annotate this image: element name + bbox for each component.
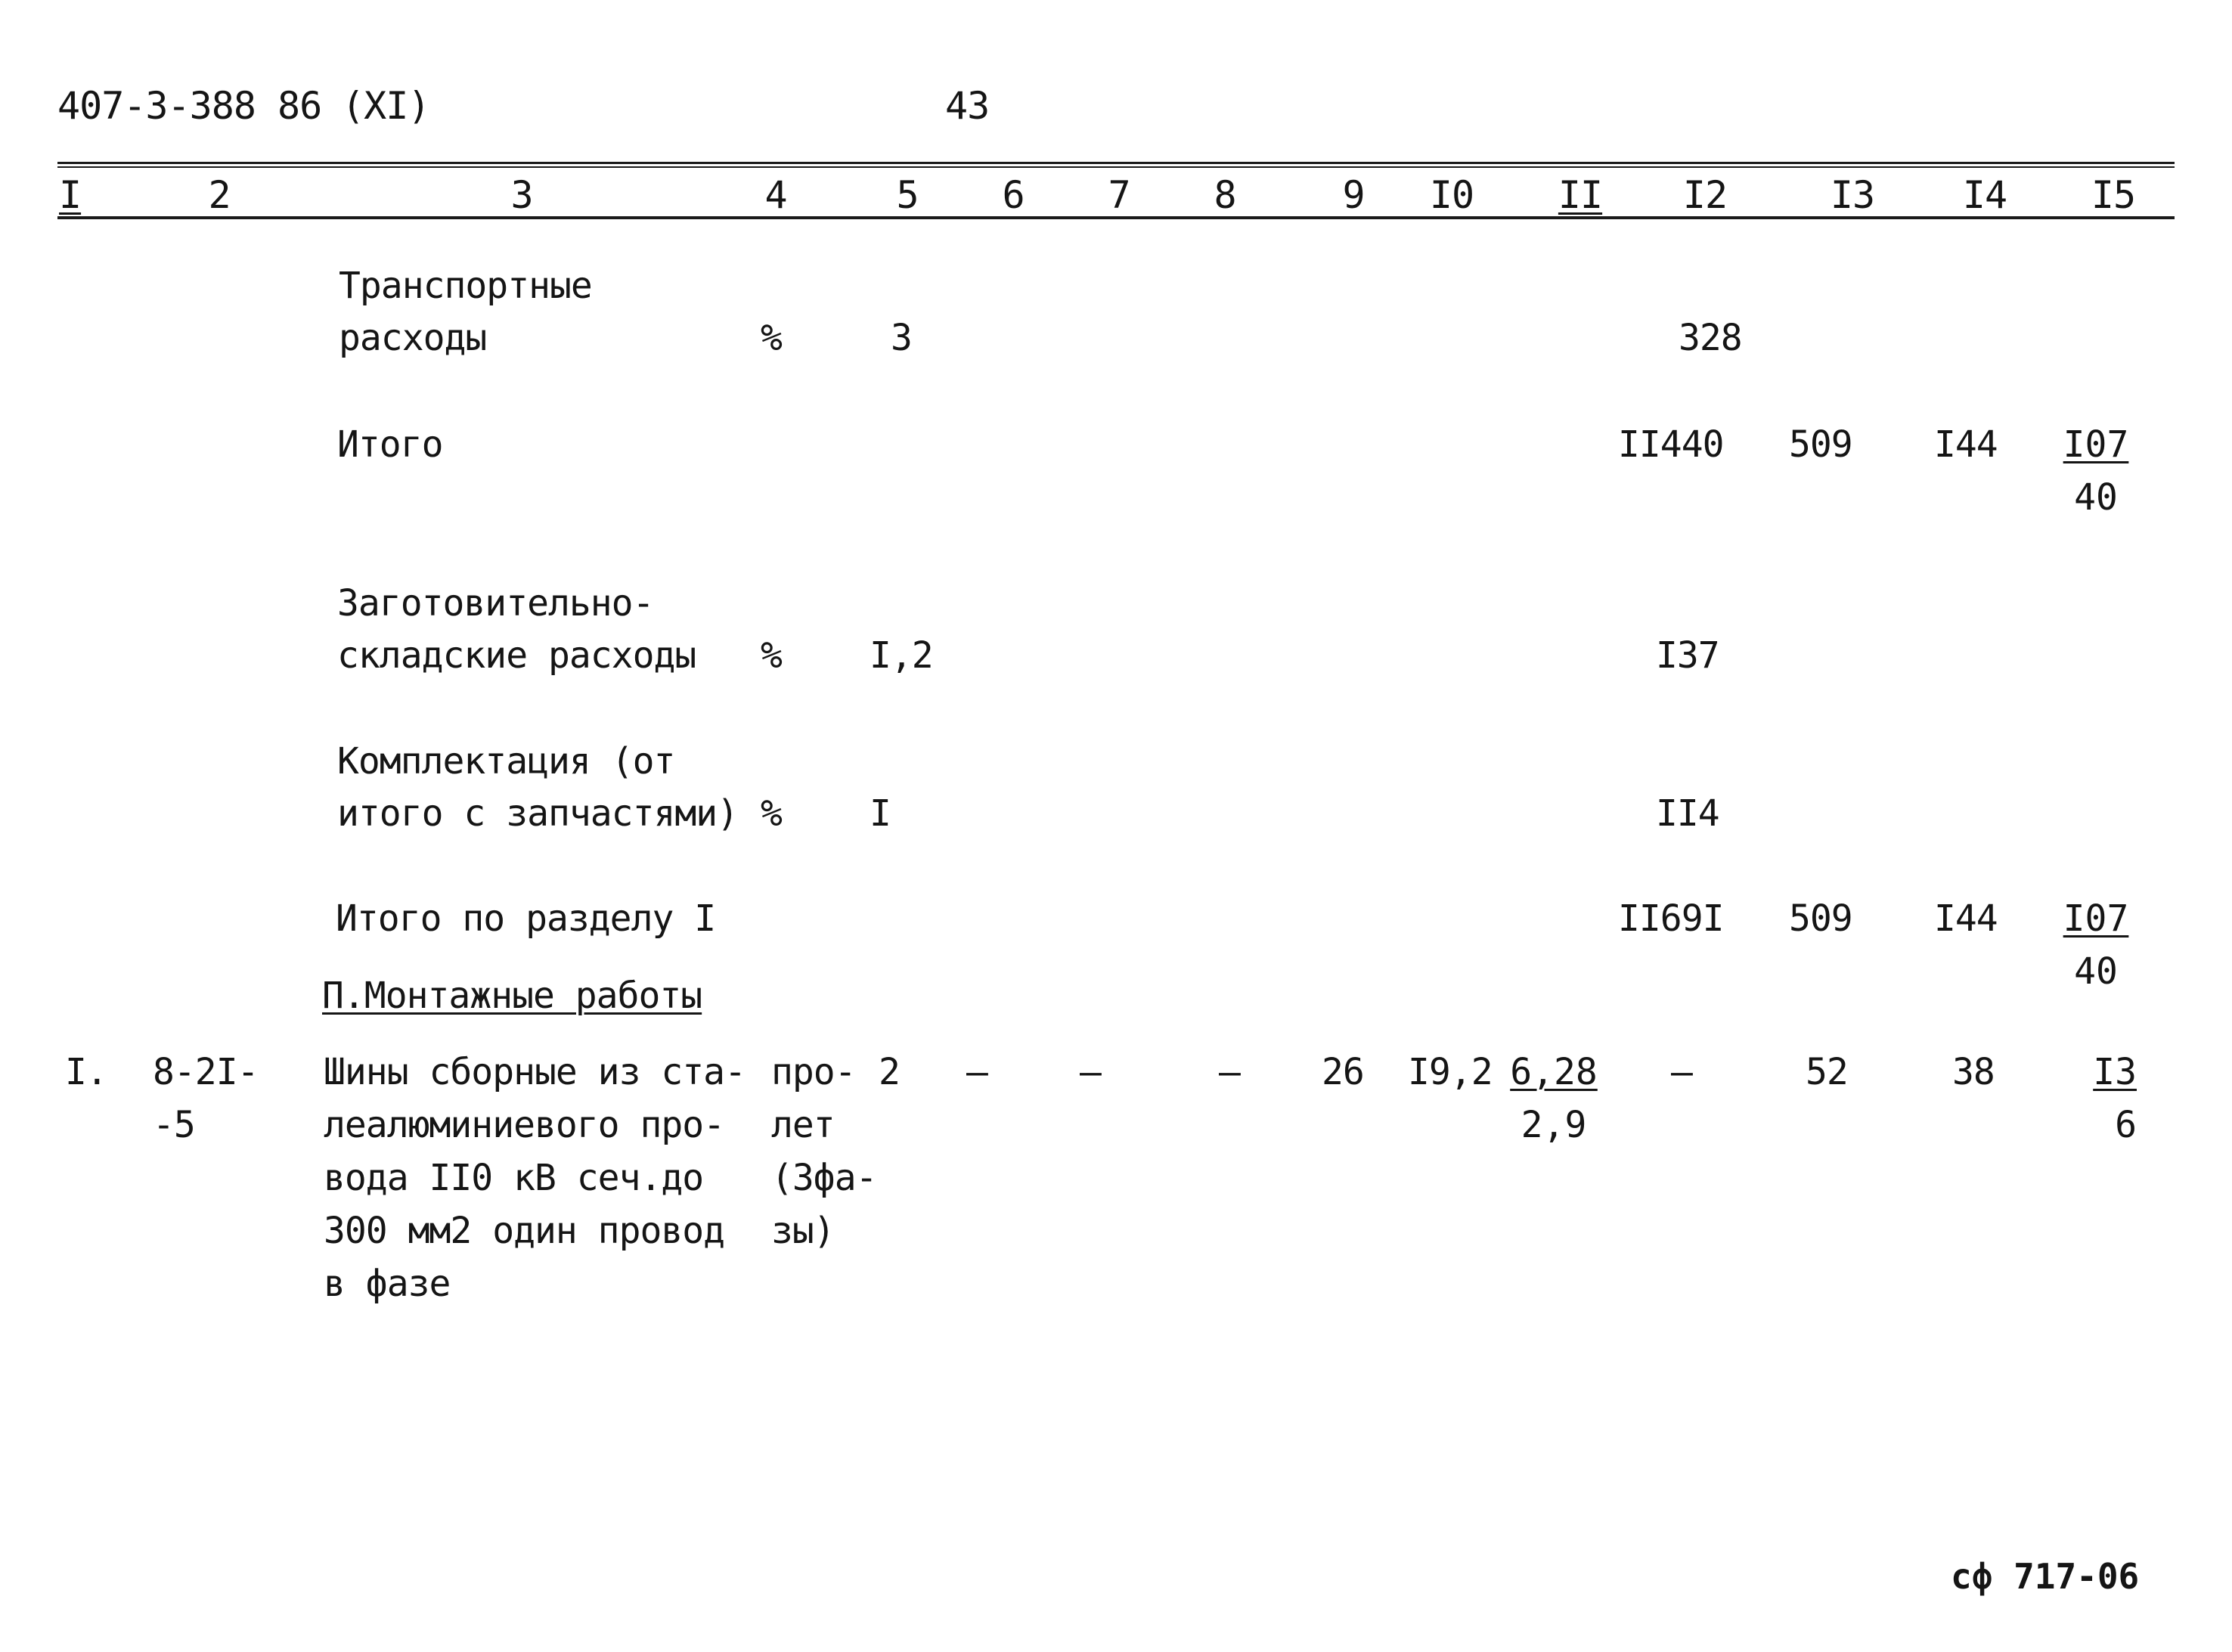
cell-col12: II4 <box>1656 792 1719 835</box>
cell-col7: – <box>1080 1051 1101 1093</box>
document-code: 407-3-388 86 <box>57 84 322 128</box>
column-header: I2 <box>1682 173 1728 217</box>
cell-col15-fraction <box>2069 1046 2137 1151</box>
cell-col14: I44 <box>1934 897 1998 940</box>
header-top-rule-inner <box>57 166 2175 168</box>
column-header: I4 <box>1962 173 2007 217</box>
column-header: I <box>59 173 82 217</box>
item-unit-line: (3фа- <box>771 1157 877 1199</box>
cell-col12: 328 <box>1679 317 1742 359</box>
column-header: 2 <box>208 173 231 217</box>
row-rate: 3 <box>891 317 912 359</box>
fraction-numerator: I07 <box>2063 897 2129 940</box>
row-name: Итого по разделу I <box>336 897 716 940</box>
item-quantity: 2 <box>879 1051 900 1093</box>
cell-col15-fraction <box>2058 892 2134 998</box>
item-description-line: вода II0 кВ сеч.до <box>324 1157 704 1199</box>
fraction-numerator: I07 <box>2063 423 2129 466</box>
column-header: 6 <box>1002 173 1025 217</box>
row-rate: I <box>870 792 891 835</box>
item-unit-line: лет <box>771 1104 835 1146</box>
cell-col14: 38 <box>1952 1051 1995 1093</box>
row-unit: % <box>761 792 782 835</box>
fraction-denominator: 6 <box>2115 1104 2137 1146</box>
cell-col13: 509 <box>1789 423 1852 466</box>
column-header: 5 <box>896 173 919 217</box>
column-header: 3 <box>510 173 533 217</box>
item-unit-line: зы) <box>771 1210 835 1252</box>
column-header: 7 <box>1108 173 1130 217</box>
cell-col13: 52 <box>1806 1051 1848 1093</box>
fraction-denominator: 2,9 <box>1521 1104 1587 1146</box>
cell-col12: – <box>1671 1051 1692 1093</box>
row-unit: % <box>761 634 782 677</box>
fraction-denominator: 40 <box>2074 476 2118 519</box>
item-code: 8-2I- <box>153 1051 259 1093</box>
cell-col12: II440 <box>1618 423 1724 466</box>
fraction-denominator: 40 <box>2074 950 2118 993</box>
cell-col6: – <box>966 1051 987 1093</box>
fraction-numerator: 6,28 <box>1510 1051 1598 1093</box>
cell-col11-fraction <box>1505 1046 1603 1151</box>
archive-stamp: сф 717-06 <box>1951 1556 2140 1597</box>
row-rate: I,2 <box>870 634 933 677</box>
row-name: Комплектация (от <box>337 740 675 783</box>
item-unit-line: про- <box>771 1051 856 1093</box>
page-number: 43 <box>945 84 990 128</box>
column-header: I3 <box>1830 173 1875 217</box>
cell-col8: – <box>1219 1051 1240 1093</box>
item-description-line: 300 мм2 один провод <box>324 1210 725 1252</box>
cell-col14: I44 <box>1934 423 1998 466</box>
column-header: 4 <box>764 173 787 217</box>
cell-col10: I9,2 <box>1408 1051 1493 1093</box>
row-name: итого с запчастями) <box>337 792 739 835</box>
cell-col12: II69I <box>1618 897 1724 940</box>
column-header: 8 <box>1214 173 1236 217</box>
cell-col15-fraction <box>2058 418 2134 524</box>
row-name: Транспортные <box>339 265 592 307</box>
document-part: (XI) <box>342 84 430 128</box>
column-header: 9 <box>1342 173 1365 217</box>
header-top-rule <box>57 162 2175 164</box>
column-header: I5 <box>2091 173 2136 217</box>
item-description-line: Шины сборные из ста- <box>324 1051 746 1093</box>
column-header: I0 <box>1429 173 1474 217</box>
cell-col13: 509 <box>1789 897 1852 940</box>
column-header: II <box>1558 173 1603 217</box>
row-unit: % <box>761 317 782 359</box>
item-description-line: в фазе <box>324 1263 451 1305</box>
item-description-line: леалюминиевого про- <box>324 1104 725 1146</box>
row-name: расходы <box>339 317 487 359</box>
item-number: I. <box>65 1051 107 1093</box>
row-name: Заготовительно- <box>337 582 654 625</box>
item-code: -5 <box>153 1104 195 1146</box>
cell-col12: I37 <box>1656 634 1719 677</box>
cell-col9: 26 <box>1322 1051 1364 1093</box>
section-title: П.Монтажные работы <box>322 975 702 1017</box>
row-name: складские расходы <box>337 634 696 677</box>
fraction-numerator: I3 <box>2093 1051 2137 1093</box>
row-name: Итого <box>337 423 443 466</box>
